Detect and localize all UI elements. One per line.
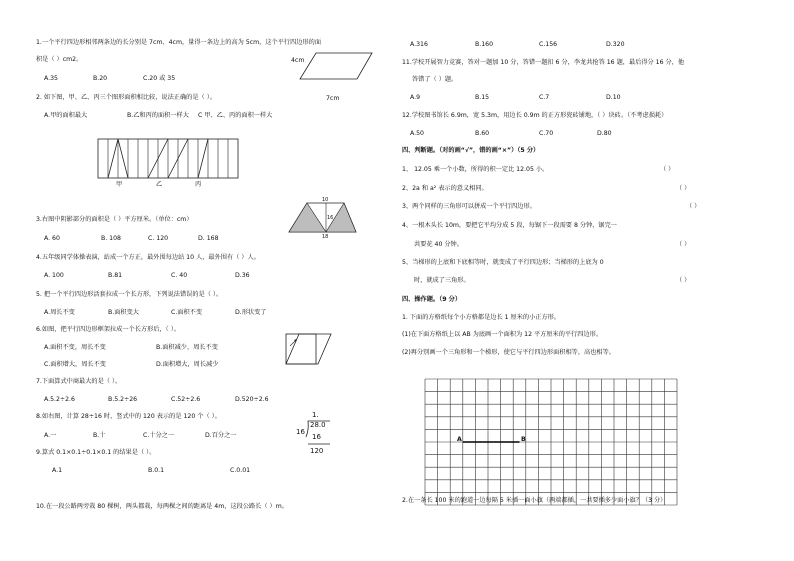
q7-option-c: C.52÷2.6 (171, 396, 201, 403)
q12-option-c: C.70 (539, 130, 554, 137)
q3-figure-label-bottom: 18 (322, 234, 329, 240)
q11-option-d: D.10 (606, 94, 621, 101)
section-operation-title: 四、操作题。（9 分） (402, 296, 462, 303)
q4-option-d: D.36 (235, 272, 250, 279)
judgement-4-answer-paren[interactable]: （ ） (676, 241, 691, 248)
q6-option-b: B.面积减少，周长不变 (156, 344, 218, 351)
q3-line: 3.右图中阴影部分的面积是（ ）平方厘米。（单位：cm） (36, 216, 193, 223)
judgement-4-line2: 共要花 40 分钟。 (414, 241, 463, 248)
q7-option-b: B.5.2÷26 (108, 396, 138, 403)
q8-division-remainder: 120 (310, 447, 324, 455)
q4-line: 4.五年级同学体操表演，站成一个方正，最外围每边站 10 人，最外围有（ ）人。 (36, 254, 260, 261)
q10-option-d: D.320 (606, 41, 625, 48)
judgement-3-answer-paren[interactable]: （ ） (686, 203, 701, 210)
judgement-4-line1: 4、一根木头长 10m，要把它平均分成 5 段，每锯下一段需要 8 分钟，锯完一 (402, 222, 617, 229)
q7-line: 7.下面算式中商最大的是（ ）。 (36, 378, 122, 385)
q10-option-c: C.156 (539, 41, 558, 48)
q1-figure-label-4cm: 4cm (291, 57, 305, 64)
q10-option-a: A.316 (410, 41, 428, 48)
q8-option-d: D.百分之一 (205, 432, 237, 439)
grid-point-b-label: B (521, 436, 526, 443)
q3-option-a: A. 60 (44, 235, 60, 242)
judgement-5-line1: 5、当梯形的上底和下底相等时，就变成了平行四边形；当梯形的上底为 0 (402, 259, 604, 266)
q2-option-a: A.甲的面积最大 (44, 112, 88, 119)
q3-option-b: B. 108 (101, 235, 121, 242)
q10-option-b: B.160 (475, 41, 494, 48)
q3-figure-label-top: 10 (322, 197, 329, 203)
q7-option-a: A.5.2÷2.6 (44, 396, 75, 403)
q6-option-d: D.面积增大，周长减少 (156, 361, 219, 368)
q10-line: 10.在一段公路两旁栽 80 棵树，两头都栽，每两棵之间的距离是 4m，这段公路长（ ）m。 (36, 503, 288, 510)
q5-option-a: A.周长不变 (44, 309, 75, 316)
q3-option-d: D. 168 (198, 235, 219, 242)
q1-line1: 1.一个平行四边形相邻两条边的长分别是 7cm、4cm，量得一条边上的高为 5cm，这个平行四边形的面 (36, 39, 322, 46)
q1-line2: 积是（ ）cm2。 (36, 56, 83, 63)
q11-option-b: B.15 (475, 94, 490, 101)
q4-option-c: C. 40 (171, 272, 188, 279)
q11-line1: 11.学校开展智力竞赛，答对一题加 10 分，答错一题扣 6 分，李龙共抢答 16 题，最后得分 16 分，他 (402, 59, 685, 66)
q11-line2: 答错了（ ）题。 (412, 76, 458, 83)
q4-option-b: B.81 (108, 272, 123, 279)
q9-line: 9.算式 0.1×0.1÷0.1×0.1 的结果是（ ）。 (36, 449, 156, 456)
q2-option-b: B.乙和丙的面积一样大 (127, 112, 189, 119)
q8-division-product: 16 (312, 433, 321, 441)
judgement-1: 1、 12.05 乘一个小数，所得的积一定比 12.05 小。 (402, 166, 549, 173)
q2-option-c: C 甲、乙、丙的面积一样大 (198, 112, 273, 119)
q9-option-c: C.0.01 (230, 467, 251, 474)
q2-label-jia: 甲 (116, 181, 123, 188)
q5-line: 5. 把一个平行四边形活套拉成一个长方形，下列说法错误的是（ ）。 (36, 291, 223, 298)
judgement-1-answer-paren[interactable]: （ ） (660, 166, 675, 173)
q4-option-a: A. 100 (44, 272, 64, 279)
q2-label-bing: 丙 (195, 181, 202, 188)
q1-option-c: C.20 或 35 (143, 75, 176, 82)
q7-option-d: D.520÷2.6 (235, 396, 269, 403)
operation-1: 1. 下面的方格纸每个小方格都是边长 1 厘米的小正方形。 (402, 314, 561, 321)
judgement-5-answer-paren[interactable]: （ ） (676, 277, 691, 284)
q8-option-a: A.一 (44, 432, 57, 439)
q3-figure-label-height: 16 (327, 215, 334, 221)
q8-option-c: C.十分之一 (143, 432, 175, 439)
q11-option-a: A.9 (410, 94, 421, 101)
q8-division-dividend: 28.0 (310, 421, 326, 429)
judgement-3: 3、两个同样的三角形可以拼成一个平行四边形。 (402, 203, 536, 210)
judgement-2: 2、2a 和 a² 表示的意义相同。 (402, 185, 488, 192)
q1-option-b: B.20 (93, 75, 108, 82)
q9-option-a: A.1 (52, 467, 63, 474)
q8-line: 8.如右图，计算 28÷16 时，竖式中的 120 表示的是 120 个（ ）。 (36, 413, 221, 420)
operation-1-part-1: (1)在下面方格纸上以 AB 为底画一个面积为 12 平方厘米的平行四边形。 (402, 331, 603, 338)
q12-option-a: A.50 (410, 130, 424, 137)
q5-option-d: D.形状变了 (235, 309, 267, 316)
q11-option-c: C.7 (539, 94, 550, 101)
q3-option-c: C. 120 (148, 235, 169, 242)
q2-line: 2. 如下图，甲、乙、丙三个图形面积相比较，说法正确的是（ ）。 (36, 94, 216, 101)
judgement-5-line2: 时，就成了三角形。 (414, 277, 470, 284)
q9-option-b: B.0.1 (148, 467, 165, 474)
q2-label-yi: 乙 (156, 181, 163, 188)
judgement-2-answer-paren[interactable]: （ ） (676, 185, 691, 192)
q5-option-c: C.面积不变 (171, 309, 203, 316)
operation-2: 2.在一条长 100 米的跑道一边每隔 5 米插一面小旗（两端都插，一共要插多少面小旗？（3 分） (402, 497, 667, 504)
q12-option-b: B.60 (475, 130, 490, 137)
q12-option-d: D.80 (597, 130, 612, 137)
q8-division-quotient: 1. (312, 411, 319, 419)
q8-division-divisor: 16 (296, 428, 305, 436)
q5-option-b: B.面积变大 (108, 309, 139, 316)
q6-option-a: A.面积不变，周长不变 (44, 344, 106, 351)
section-judgement-title: 四、判断题。（对的画“√”，错的画“×”）（5 分） (402, 147, 540, 154)
q1-figure-label-7cm: 7cm (326, 95, 340, 102)
q6-option-c: C.面积增大，周长不变 (44, 361, 106, 368)
q12-line: 12.学校图书馆长 6.9m，宽 5.3m，用边长 0.9m 的正方形瓷砖铺地，（ ）块砖。（不考虑损耗） (402, 112, 668, 119)
q6-line: 6.如图，把平行四边形框架拉成一个长方形后，（ ）。 (36, 326, 180, 333)
operation-1-part-2: (2)再分别画一个三角形和一个梯形，使它与平行四边形面积相等，高也相等。 (402, 349, 615, 356)
q1-option-a: A.35 (44, 75, 58, 82)
grid-point-a-label: A (457, 436, 462, 443)
q8-option-b: B.十 (93, 432, 106, 439)
